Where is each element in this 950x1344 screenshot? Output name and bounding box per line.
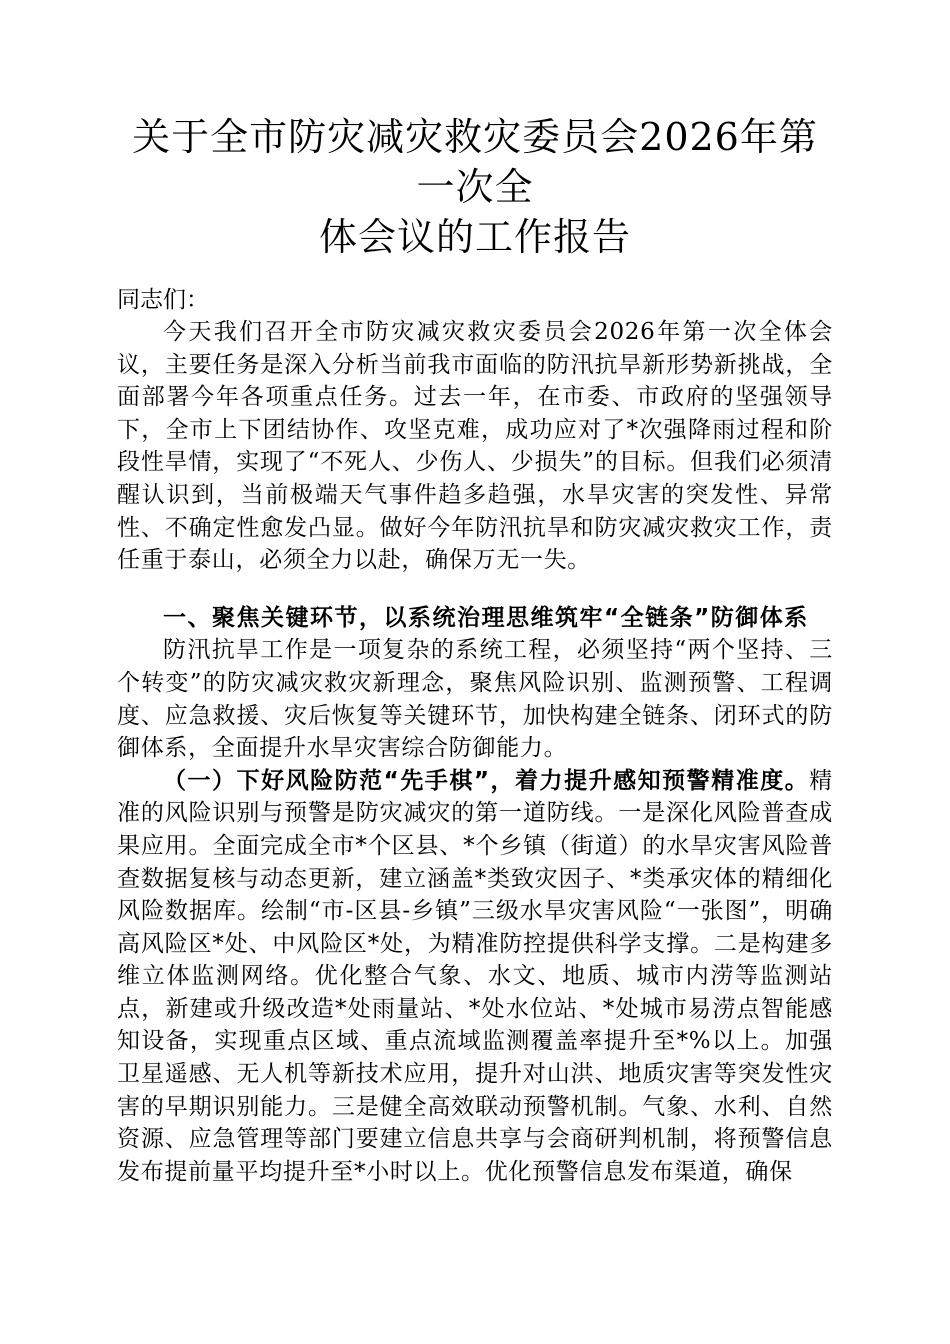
- section-1-paragraph: 防汛抗旱工作是一项复杂的系统工程，必须坚持“两个坚持、三个转变”的防灾减灾救灾新理念，聚焦风险识别、监测预警、工程调度、应急救援、灾后恢复等关键环节，加快构建全链条、闭环式的防御体系，全面提升水旱灾害综合防御能力。: [117, 637, 833, 762]
- section-1-heading: 一、聚焦关键环节，以系统治理思维筑牢“全链条”防御体系: [163, 604, 809, 631]
- document-title: [117, 112, 833, 262]
- intro-paragraph: 今天我们召开全市防灾减灾救灾委员会2026年第一次全体会议，主要任务是深入分析当前我市面临的防汛抗旱新形势新挑战，全面部署今年各项重点任务。过去一年，在市委、市政府的坚强领导下，全市上下团结协作、攻坚克难，成功应对了*次强降雨过程和阶段性旱情，实现了“不死人、少伤人、少损失”的目标。但我们必须清醒认识到，当前极端天气事件趋多趋强，水旱灾害的突发性、异常性、不确定性愈发凸显。做好今年防汛抗旱和防灾减灾救灾工作，责任重于泰山，必须全力以赴，确保万无一失。: [117, 319, 833, 574]
- subsection-1-paragraph: [117, 765, 833, 1189]
- salutation: 同志们：: [117, 287, 209, 313]
- document-page: [117, 112, 833, 1188]
- subsection-1-body: 精准的风险识别与预警是防灾减灾的第一道防线。一是深化风险普查成果应用。全面完成全市*个区县、*个乡镇（街道）的水旱灾害风险普查数据复核与动态更新，建立涵盖*类致灾因子、*类承灾体的精细化风险数据库。绘制“市-区县-乡镇”三级水旱灾害风险“一张图”，明确高风险区*处、中风险区*处，为精准防控提供科学支撑。二是构建多维立体监测网络。优化整合气象、水文、地质、城市内涝等监测站点，新建或升级改造*处雨量站、*处水位站、*处城市易涝点智能感知设备，实现重点区域、重点流域监测覆盖率提升至*%以上。加强卫星遥感、无人机等新技术应用，提升对山洪、地质灾害等突发性灾害的早期识别能力。三是健全高效联动预警机制。气象、水利、自然资源、应急管理等部门要建立信息共享与会商研判机制，将预警信息发布提前量平均提升至*小时以上。优化预警信息发布渠道，确保: [117, 767, 833, 1185]
- title-line-1: 关于全市防灾减灾救灾委员会2026年第一次全: [132, 115, 818, 209]
- subsection-1-heading: （一）下好风险防范“先手棋”，着力提升感知预警精准度。: [163, 767, 810, 794]
- title-line-2: 体会议的工作报告: [318, 215, 631, 259]
